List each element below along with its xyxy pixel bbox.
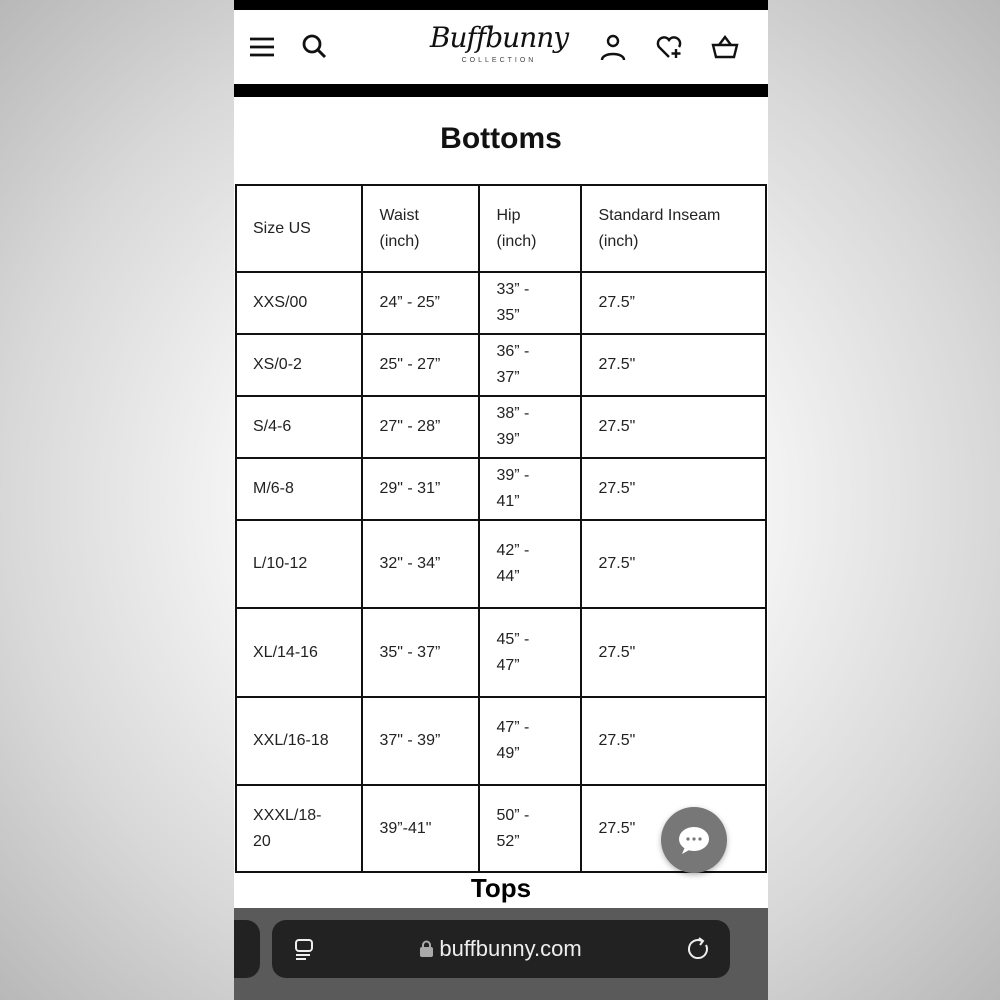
phone-screen — [234, 0, 768, 1000]
table-cell: 50” - 52” — [479, 785, 581, 872]
site-header — [234, 10, 768, 84]
header-line: Size US — [253, 219, 311, 237]
section-heading-tops: Tops — [470, 873, 532, 903]
table-cell: 47” - 49” — [479, 697, 581, 785]
header-line: Standard Inseam — [598, 206, 721, 224]
table-cell: 39”-41" — [362, 785, 479, 872]
table-cell: 27.5" — [581, 396, 766, 458]
column-header — [362, 185, 479, 272]
reload-icon[interactable] — [686, 936, 712, 962]
table-cell: 25" - 27” — [362, 334, 479, 396]
table-row — [236, 520, 766, 608]
table-cell: 27.5" — [581, 785, 766, 872]
table-cell: 45” - 47” — [479, 608, 581, 697]
column-header — [479, 185, 581, 272]
table-cell: XXXL/18-20 — [236, 785, 362, 872]
table-row — [236, 396, 766, 458]
header-line: (inch) — [496, 232, 537, 250]
header-line: Hip — [496, 206, 521, 224]
table-cell: 27.5" — [581, 520, 766, 608]
cart-basket-icon[interactable] — [710, 32, 740, 62]
table-cell: 29" - 31” — [362, 458, 479, 520]
table-cell: XL/14-16 — [236, 608, 362, 697]
chat-button[interactable] — [661, 807, 727, 873]
page-title: Bottoms — [440, 122, 562, 155]
table-cell: 27.5" — [581, 458, 766, 520]
table-cell: 27.5" — [581, 608, 766, 697]
table-cell: 38” - 39” — [479, 396, 581, 458]
table-cell: XS/0-2 — [236, 334, 362, 396]
table-cell: 37" - 39” — [362, 697, 479, 785]
logo[interactable] — [429, 22, 569, 66]
table-cell: XXS/00 — [236, 272, 362, 334]
table-row — [236, 697, 766, 785]
table-cell: 39” - 41” — [479, 458, 581, 520]
table-cell: 33” - 35” — [479, 272, 581, 334]
table-cell: 32" - 34” — [362, 520, 479, 608]
chat-bubble-icon — [661, 807, 727, 873]
table-cell: 24” - 25” — [362, 272, 479, 334]
url-text: buffbunny.com — [439, 936, 582, 961]
table-cell: XXL/16-18 — [236, 697, 362, 785]
table-cell: 36” - 37” — [479, 334, 581, 396]
table-cell: 27.5" — [581, 334, 766, 396]
lock-icon — [420, 940, 433, 957]
header-line: (inch) — [598, 232, 639, 250]
menu-icon[interactable] — [247, 32, 277, 62]
table-cell: 27.5” — [581, 272, 766, 334]
browser-toolbar — [234, 908, 768, 1000]
header-bottom-bar — [234, 84, 768, 97]
table-row — [236, 458, 766, 520]
logo-subtitle: COLLECTION — [461, 57, 537, 64]
previous-tab[interactable] — [234, 920, 260, 978]
table-cell: S/4-6 — [236, 396, 362, 458]
table-cell: 42” - 44” — [479, 520, 581, 608]
table-header-row — [236, 185, 766, 272]
table-row — [236, 608, 766, 697]
column-header — [581, 185, 766, 272]
logo-script: Buffbunny — [429, 21, 569, 54]
table-cell: M/6-8 — [236, 458, 362, 520]
size-chart-table — [235, 184, 767, 873]
search-icon[interactable] — [300, 32, 330, 62]
address-bar[interactable] — [272, 920, 730, 978]
table-cell: 27.5" — [581, 697, 766, 785]
table-row — [236, 272, 766, 334]
wishlist-add-icon[interactable] — [654, 32, 684, 62]
table-cell: 27" - 28” — [362, 396, 479, 458]
account-icon[interactable] — [598, 32, 628, 62]
header-line: Waist — [379, 206, 419, 224]
column-header — [236, 185, 362, 272]
table-cell: L/10-12 — [236, 520, 362, 608]
table-cell: 35" - 37” — [362, 608, 479, 697]
table-row — [236, 334, 766, 396]
top-bar — [234, 0, 768, 10]
header-line: (inch) — [379, 232, 420, 250]
